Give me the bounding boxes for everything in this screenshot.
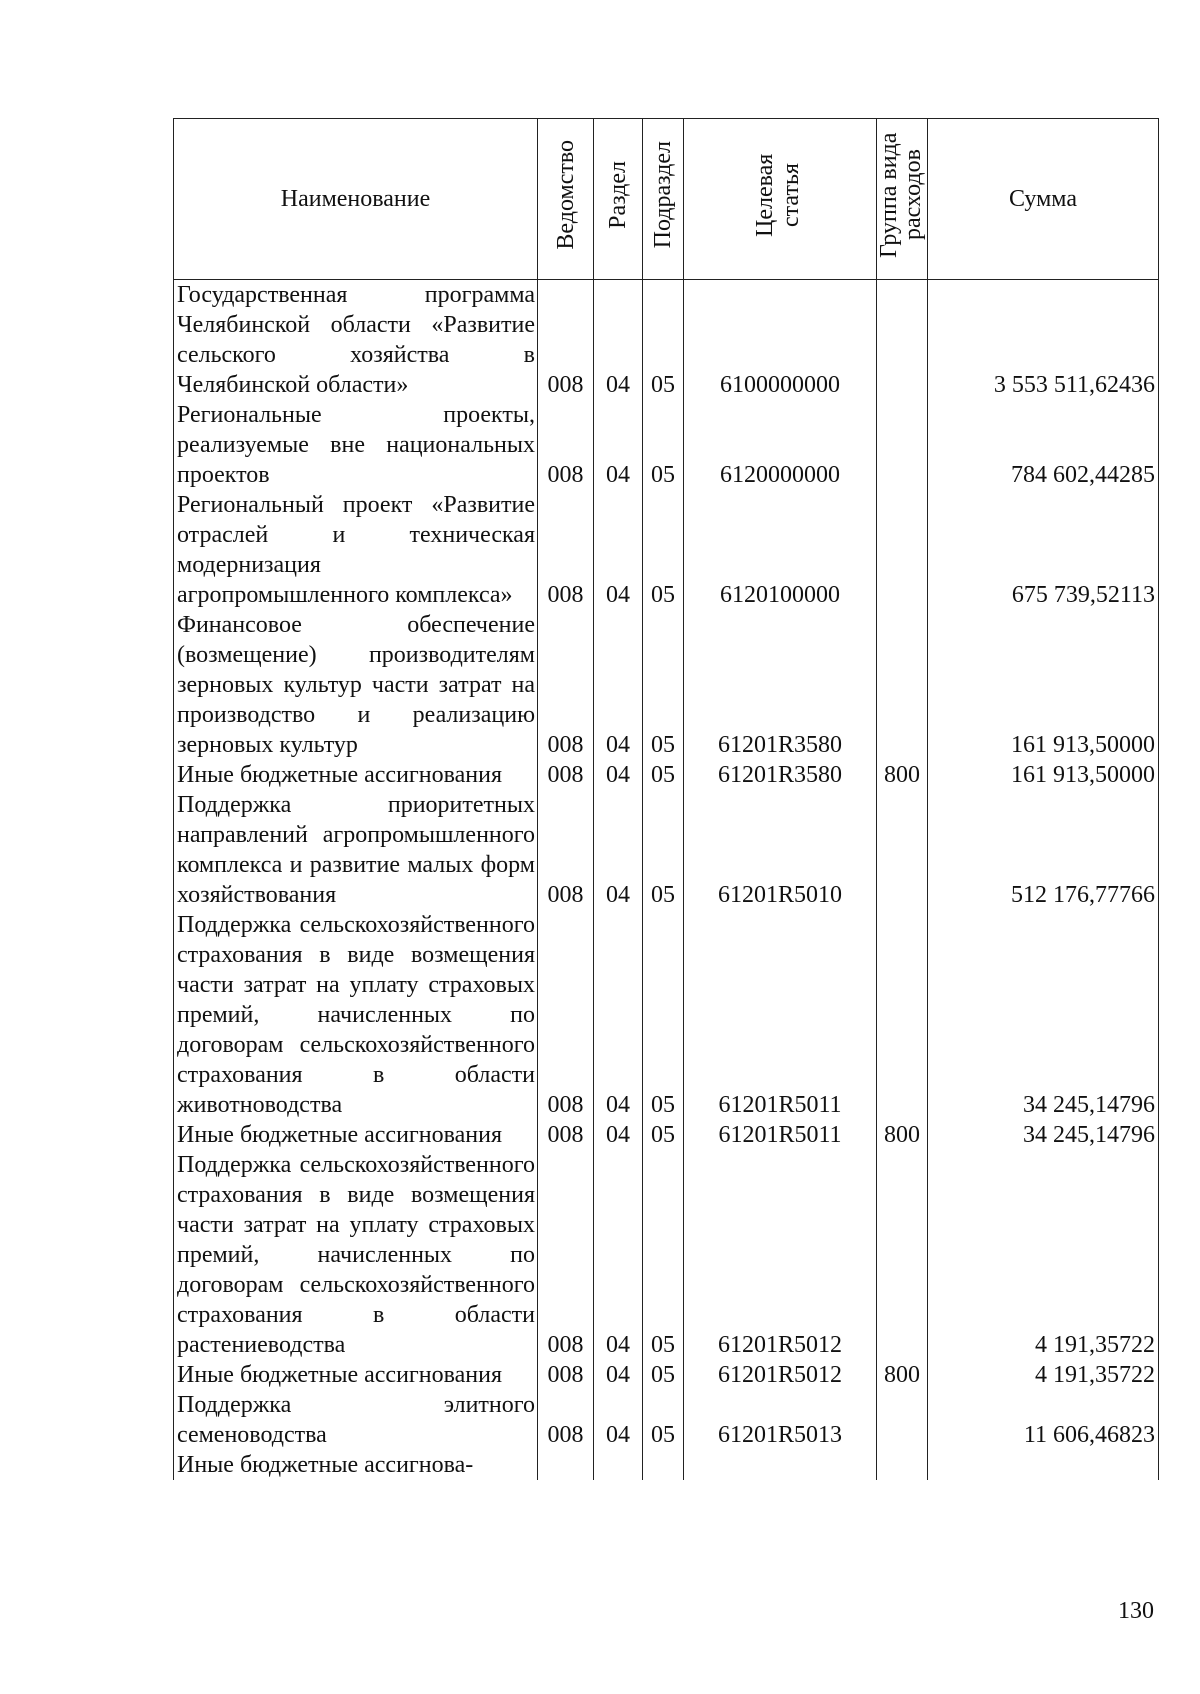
cell-summa: 34 245,14796 (928, 1120, 1159, 1150)
cell-razdel: 04 (594, 1120, 643, 1150)
cell-podrazdel: 05 (643, 400, 684, 490)
cell-razdel: 04 (594, 610, 643, 760)
header-podrazdel: Подраздел (643, 119, 684, 280)
cell-vedomstvo: 008 (538, 790, 594, 910)
budget-table (173, 118, 1159, 1480)
cell-celevaya-statya: 61201R5011 (684, 910, 877, 1120)
cell-gruppa (877, 1390, 928, 1450)
cell-summa: 161 913,50000 (928, 610, 1159, 760)
page-number: 130 (1118, 1598, 1154, 1624)
cell-podrazdel: 05 (643, 610, 684, 760)
header-vedomstvo: Ведомство (538, 119, 594, 280)
cell-gruppa (877, 1450, 928, 1480)
cell-summa: 34 245,14796 (928, 910, 1159, 1120)
cell-vedomstvo: 008 (538, 610, 594, 760)
cell-name: Региональный проект «Развитие отраслей и техническая модернизация агропромышленного комплекса» (174, 490, 538, 610)
cell-name: Поддержка элитного семеноводства (174, 1390, 538, 1450)
table-row (174, 1390, 1159, 1450)
cell-podrazdel: 05 (643, 910, 684, 1120)
table-row (174, 910, 1159, 1120)
cell-gruppa (877, 490, 928, 610)
cell-summa: 11 606,46823 (928, 1390, 1159, 1450)
cell-name: Иные бюджетные ассигнова- (174, 1450, 538, 1480)
cell-razdel: 04 (594, 790, 643, 910)
table-row (174, 1150, 1159, 1360)
cell-gruppa (877, 280, 928, 401)
cell-razdel (594, 1450, 643, 1480)
table-row (174, 610, 1159, 760)
cell-name: Поддержка приоритетных направлений агропромышленного комплекса и развитие малых форм хозяйствования (174, 790, 538, 910)
cell-summa: 675 739,52113 (928, 490, 1159, 610)
cell-celevaya-statya: 61201R5010 (684, 790, 877, 910)
header-gruppa-vida-rashodov: Группа вида расходов (877, 119, 928, 280)
cell-name: Поддержка сельскохозяйственного страхования в виде возмещения части затрат на уплату страховых премий, начисленных по договорам сельскохозяйственного страхования в области животноводства (174, 910, 538, 1120)
cell-vedomstvo: 008 (538, 760, 594, 790)
cell-name: Поддержка сельскохозяйственного страхования в виде возмещения части затрат на уплату страховых премий, начисленных по договорам сельскохозяйственного страхования в области растениеводства (174, 1150, 538, 1360)
cell-razdel: 04 (594, 760, 643, 790)
cell-podrazdel: 05 (643, 490, 684, 610)
cell-podrazdel: 05 (643, 790, 684, 910)
cell-gruppa: 800 (877, 760, 928, 790)
table-row (174, 760, 1159, 790)
cell-podrazdel: 05 (643, 1120, 684, 1150)
cell-celevaya-statya: 6100000000 (684, 280, 877, 401)
cell-gruppa: 800 (877, 1360, 928, 1390)
cell-name: Иные бюджетные ассигнования (174, 1120, 538, 1150)
cell-vedomstvo: 008 (538, 400, 594, 490)
cell-celevaya-statya: 61201R3580 (684, 610, 877, 760)
cell-gruppa: 800 (877, 1120, 928, 1150)
cell-name: Государственная программа Челябинской области «Развитие сельского хозяйства в Челябинской области» (174, 280, 538, 401)
cell-celevaya-statya: 61201R5012 (684, 1150, 877, 1360)
cell-name: Региональные проекты, реализуемые вне национальных проектов (174, 400, 538, 490)
table-row (174, 490, 1159, 610)
cell-razdel: 04 (594, 490, 643, 610)
cell-razdel: 04 (594, 280, 643, 401)
cell-vedomstvo: 008 (538, 1150, 594, 1360)
cell-summa: 161 913,50000 (928, 760, 1159, 790)
cell-vedomstvo: 008 (538, 1120, 594, 1150)
cell-celevaya-statya: 61201R5013 (684, 1390, 877, 1450)
cell-razdel: 04 (594, 1360, 643, 1390)
cell-podrazdel (643, 1450, 684, 1480)
cell-gruppa (877, 1150, 928, 1360)
cell-summa: 4 191,35722 (928, 1360, 1159, 1390)
table-row (174, 790, 1159, 910)
table-row (174, 280, 1159, 401)
header-celevaya-statya: Целевая статья (684, 119, 877, 280)
table-row (174, 1450, 1159, 1480)
cell-summa: 784 602,44285 (928, 400, 1159, 490)
cell-celevaya-statya: 6120100000 (684, 490, 877, 610)
cell-celevaya-statya (684, 1450, 877, 1480)
table-row (174, 1120, 1159, 1150)
cell-name: Иные бюджетные ассигнования (174, 1360, 538, 1390)
cell-podrazdel: 05 (643, 280, 684, 401)
cell-gruppa (877, 610, 928, 760)
table-header-row (174, 119, 1159, 280)
cell-celevaya-statya: 61201R5011 (684, 1120, 877, 1150)
cell-gruppa (877, 910, 928, 1120)
header-summa: Сумма (928, 119, 1159, 280)
cell-razdel: 04 (594, 1150, 643, 1360)
table-row (174, 1360, 1159, 1390)
cell-name: Иные бюджетные ассигнования (174, 760, 538, 790)
cell-vedomstvo: 008 (538, 490, 594, 610)
cell-summa: 3 553 511,62436 (928, 280, 1159, 401)
cell-summa: 4 191,35722 (928, 1150, 1159, 1360)
cell-podrazdel: 05 (643, 1150, 684, 1360)
cell-name: Финансовое обеспечение (возмещение) производителям зерновых культур части затрат на производство и реализацию зерновых культур (174, 610, 538, 760)
cell-razdel: 04 (594, 910, 643, 1120)
cell-vedomstvo: 008 (538, 280, 594, 401)
cell-vedomstvo: 008 (538, 1360, 594, 1390)
cell-razdel: 04 (594, 1390, 643, 1450)
cell-summa (928, 1450, 1159, 1480)
cell-vedomstvo (538, 1450, 594, 1480)
cell-vedomstvo: 008 (538, 1390, 594, 1450)
cell-razdel: 04 (594, 400, 643, 490)
cell-podrazdel: 05 (643, 760, 684, 790)
cell-celevaya-statya: 61201R3580 (684, 760, 877, 790)
table-row (174, 400, 1159, 490)
cell-podrazdel: 05 (643, 1390, 684, 1450)
header-name: Наименование (174, 119, 538, 280)
cell-gruppa (877, 400, 928, 490)
cell-celevaya-statya: 6120000000 (684, 400, 877, 490)
cell-podrazdel: 05 (643, 1360, 684, 1390)
cell-celevaya-statya: 61201R5012 (684, 1360, 877, 1390)
header-razdel: Раздел (594, 119, 643, 280)
cell-vedomstvo: 008 (538, 910, 594, 1120)
cell-gruppa (877, 790, 928, 910)
cell-summa: 512 176,77766 (928, 790, 1159, 910)
